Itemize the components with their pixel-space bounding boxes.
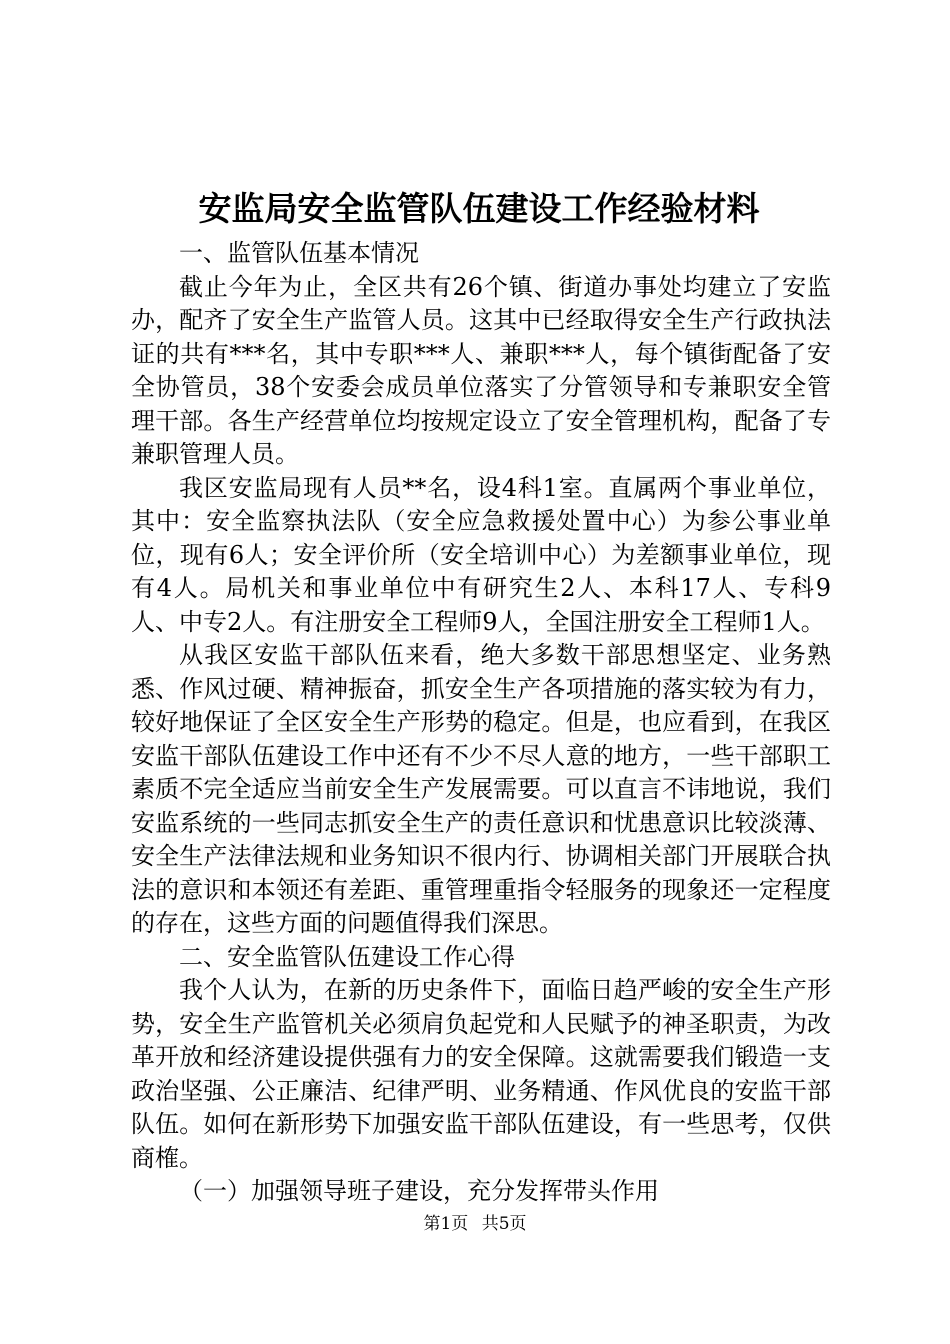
- section-heading-1: 一、监管队伍基本情况: [179, 239, 419, 267]
- page-footer: [0, 1212, 950, 1236]
- document-title: 安监局安全监管队伍建设工作经验材料: [198, 189, 760, 228]
- paragraph: 截止今年为止，全区共有26个镇、街道办事处均建立了安监办，配齐了安全生产监管人员。这其中已经取得安全生产行政执法证的共有***名，其中专职***人、兼职***人，每个镇街配备了安全协管员，38个安委会成员单位落实了分管领导和专兼职安全管理干部。各生产经营单位均按规定设立了安全管理机构，配备了专兼职管理人员。: [131, 272, 831, 468]
- paragraph: 我个人认为，在新的历史条件下，面临日趋严峻的安全生产形势，安全生产监管机关必须肩负起党和人民赋予的神圣职责，为改革开放和经济建设提供强有力的安全保障。这就需要我们锻造一支政治坚强、公正廉洁、纪律严明、业务精通、作风优良的安监干部队伍。如何在新形势下加强安监干部队伍建设，有一些思考，仅供商榷。: [131, 976, 831, 1172]
- page-number-total: 共5页: [481, 1214, 527, 1234]
- page-number-current: 第1页: [423, 1214, 469, 1234]
- subsection-heading-1: （一）加强领导班子建设，充分发挥带头作用: [179, 1177, 659, 1205]
- paragraph: 从我区安监干部队伍来看，绝大多数干部思想坚定、业务熟悉、作风过硬、精神振奋，抓安全生产各项措施的落实较为有力，较好地保证了全区安全生产形势的稳定。但是，也应看到，在我区安监干部队伍建设工作中还有不少不尽人意的地方，一些干部职工素质不完全适应当前安全生产发展需要。可以直言不讳地说，我们安监系统的一些同志抓安全生产的责任意识和忧患意识比较淡薄、安全生产法律法规和业务知识不很内行、协调相关部门开展联合执法的意识和本领还有差距、重管理重指令轻服务的现象还一定程度的存在，这些方面的问题值得我们深思。: [131, 641, 831, 937]
- paragraph: 我区安监局现有人员**名，设4科1室。直属两个事业单位，其中：安全监察执法队（安全应急救援处置中心）为参公事业单位，现有6人；安全评价所（安全培训中心）为差额事业单位，现有4人。局机关和事业单位中有研究生2人、本科17人、专科9人、中专2人。有注册安全工程师9人，全国注册安全工程师1人。: [131, 473, 831, 636]
- document-body: [131, 183, 831, 1209]
- section-heading-2: 二、安全监管队伍建设工作心得: [179, 942, 515, 971]
